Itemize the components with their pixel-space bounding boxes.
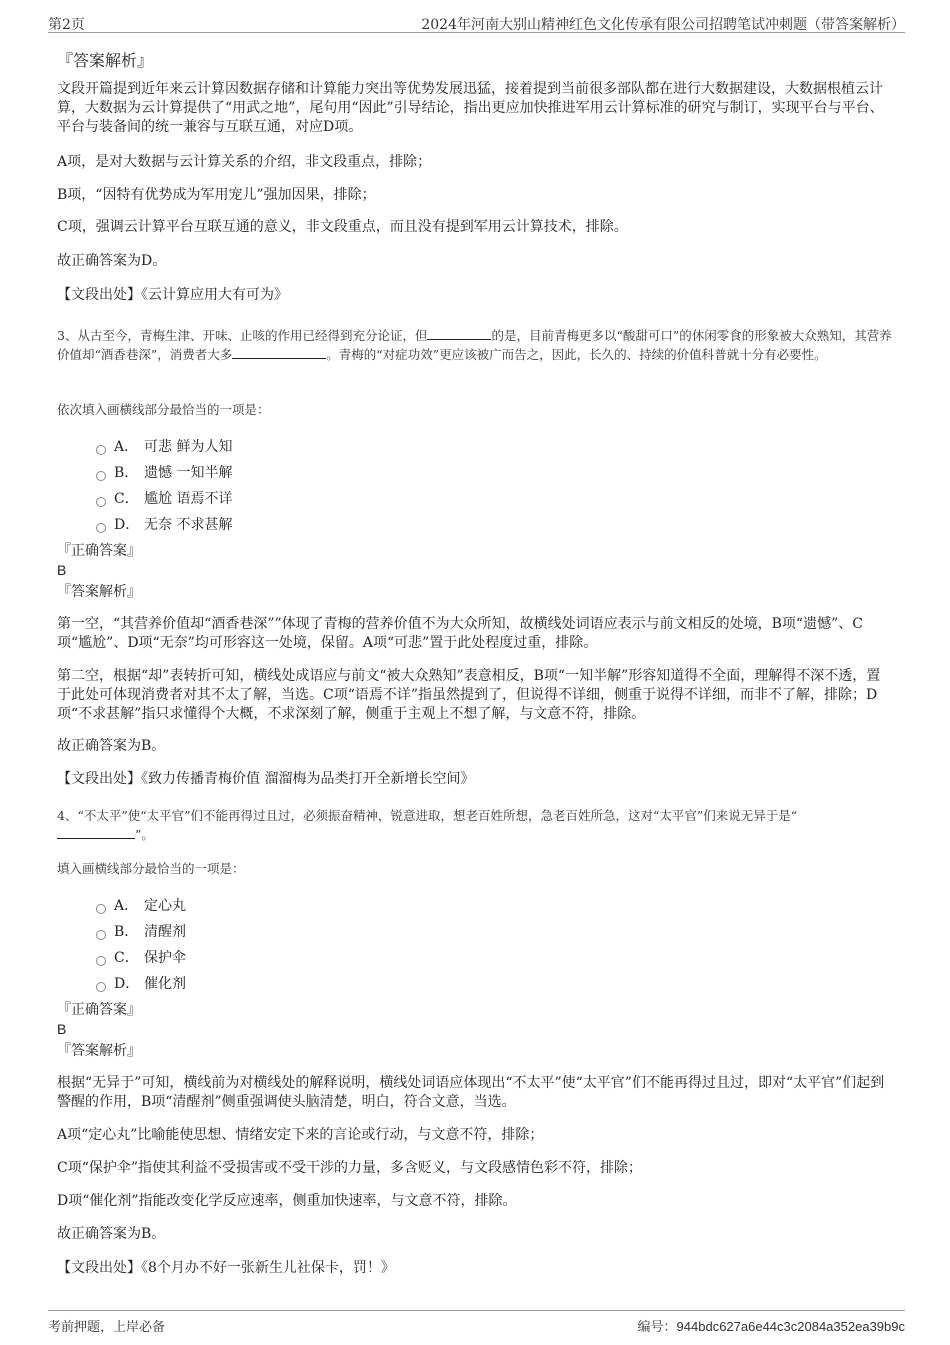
q3-correct-label: 『正确答案』 [57,543,141,559]
q3-blank-1 [427,327,491,340]
q3-stem-part1: 3、从古至今，青梅生津、开味、止咳的作用已经得到充分论证，但 [57,328,428,343]
q2-analysis-p4: C项，强调云计算平台互联互通的意义，非文段重点，而且没有提到军用云计算技术，排除。 [57,219,628,235]
page-footer [48,1310,905,1337]
radio-icon[interactable] [96,982,106,992]
q2-analysis-p3: B项，“因特有优势成为军用宠儿”强加因果，排除； [57,187,376,203]
q2-analysis-p2: A项，是对大数据与云计算关系的介绍，非文段重点，排除； [57,154,432,170]
page-number: 第2页 [48,17,85,33]
radio-icon[interactable] [96,904,106,914]
radio-icon[interactable] [96,471,106,481]
q4-stem-part2: ”。 [135,827,154,842]
q4-analysis-p2: A项“定心丸”比喻能使思想、情绪安定下来的言论或行动，与文意不符，排除； [57,1127,544,1143]
q4-stem-part1: 4、“不太平”使“太平官”们不能再得过且过，必须振奋精神，锐意进取，想老百姓所想，急老百姓所急，这对“太平官”们来说无异于是“ [57,808,798,823]
page-header [48,8,905,33]
q3-instruction: 依次填入画横线部分最恰当的一项是： [57,402,270,417]
q3-correct-answer: B [57,562,67,578]
q2-analysis-p1: 文段开篇提到近年来云计算因数据存储和计算能力突出等优势发展迅猛，接着提到当前很多部队都在进行大数据建设，大数据根植云计算，大数据为云计算提供了“用武之地”，尾句用“因此”引导结论，指出更应加快推进军用云计算标准的研究与制订，实现平台与平台、平台与装备间的统一兼容与互联互通，对应D项。 [57,81,884,135]
q4-instruction: 填入画横线部分最恰当的一项是： [57,861,245,876]
q4-stem [57,806,893,844]
q4-analysis-p3: C项“保护伞”指使其利益不受损害或不受干涉的力量，多含贬义，与文段感情色彩不符，排除； [57,1160,643,1176]
q3-option-a[interactable]: A． 可悲 鲜为人知 [96,436,232,456]
q3-stem [57,326,893,364]
q4-correct-label: 『正确答案』 [57,1002,141,1018]
document-code [638,1316,905,1335]
q4-analysis-p1: 根据“无异于”可知，横线前为对横线处的解释说明，横线处词语应体现出“不太平”使“太平官”们不能再得过且过，即对“太平官”们起到警醒的作用，B项“清醒剂”侧重强调使头脑清楚，明白，符合文意，当选。 [57,1075,885,1110]
radio-icon[interactable] [96,523,106,533]
q3-answer: 故正确答案为B。 [57,738,166,754]
q4-correct-answer: B [57,1021,67,1037]
q3-source: 【文段出处】《致力传播青梅价值 溜溜梅为品类打开全新增长空间》 [57,771,475,787]
q4-blank [57,826,135,839]
q4-option-d[interactable]: D． 催化剂 [96,973,186,993]
q2-answer: 故正确答案为D。 [57,253,167,269]
radio-icon[interactable] [96,445,106,455]
q4-option-b[interactable]: B． 清醒剂 [96,921,186,941]
radio-icon[interactable] [96,956,106,966]
q3-blank-2 [232,346,326,359]
q4-source: 【文段出处】《8个月办不好一张新生儿社保卡，罚！》 [57,1260,395,1276]
q3-option-c[interactable]: C． 尴尬 语焉不详 [96,488,232,508]
document-code-label: 编号： [637,1320,677,1335]
document-code-value: 944bdc627a6e44c3c2084a352ea39b9c [676,1319,905,1334]
q4-option-a[interactable]: A． 定心丸 [96,895,186,915]
q3-stem-part3: 。青梅的“对症功效”更应该被广而告之，因此，长久的、持续的价值科普就十分有必要性。 [326,347,827,362]
q2-analysis-label: 『答案解析』 [57,51,154,70]
q3-analysis-label: 『答案解析』 [57,584,141,600]
footer-slogan: 考前押题，上岸必备 [48,1320,166,1335]
q4-analysis-p4: D项“催化剂”指能改变化学反应速率，侧重加快速率，与文意不符，排除。 [57,1193,517,1209]
q3-analysis-p2: 第二空，根据“却”表转折可知，横线处成语应与前文“被大众熟知”表意相反，B项“一知半解”形容知道得不全面，理解得不深不透，置于此处可体现消费者对其不太了解，当选。C项“语焉不详”指虽然提到了，但说得不详细，侧重于说得不详细，而非不了解，排除；D项“不求甚解”指只求懂得个大概，不求深刻了解，侧重于主观上不想了解，与文意不符，排除。 [57,668,881,722]
q4-option-c[interactable]: C． 保护伞 [96,947,186,967]
q3-analysis-p1: 第一空，“其营养价值却“酒香巷深””体现了青梅的营养价值不为大众所知，故横线处词语应表示与前文相反的处境，B项“遗憾”、C项“尴尬”、D项“无奈”均可形容这一处境，保留。A项“可悲”置于此处程度过重，排除。 [57,616,863,651]
q4-analysis-label: 『答案解析』 [57,1043,141,1059]
q4-answer: 故正确答案为B。 [57,1226,166,1242]
q2-source: 【文段出处】《云计算应用大有可为》 [57,287,288,303]
document-title: 2024年河南大别山精神红色文化传承有限公司招聘笔试冲刺题（带答案解析） [421,17,905,33]
radio-icon[interactable] [96,497,106,507]
radio-icon[interactable] [96,930,106,940]
q3-option-d[interactable]: D． 无奈 不求甚解 [96,514,232,534]
q3-stem-part2: 的是，目前青梅更多以“酸甜可口”的休闲零食的形象被大众熟知，其营养价值却“酒香巷深”，消费者大多 [57,328,892,362]
q3-option-b[interactable]: B． 遗憾 一知半解 [96,462,232,482]
